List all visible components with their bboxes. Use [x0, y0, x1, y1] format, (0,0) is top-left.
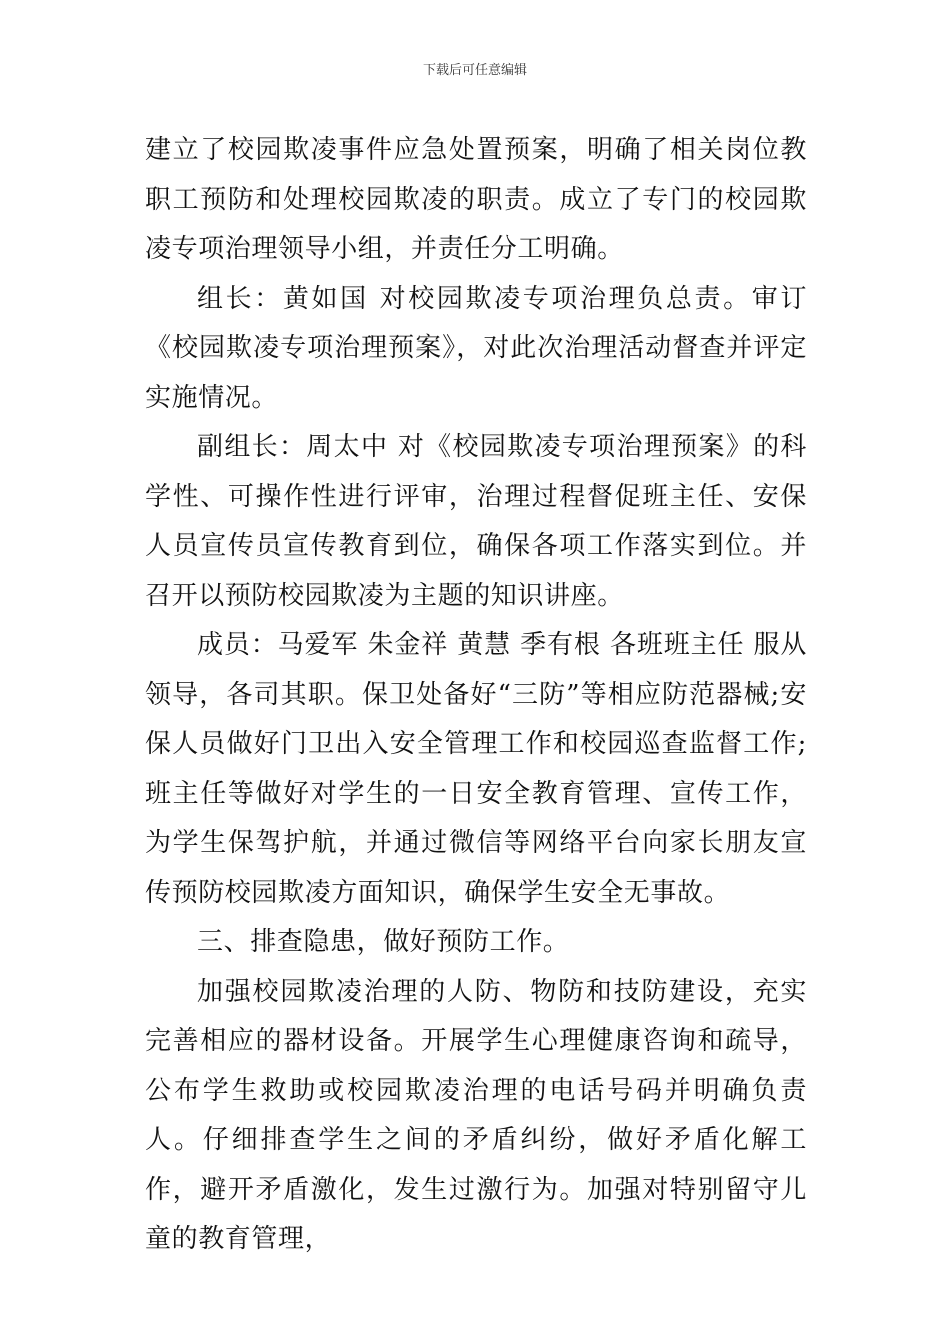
paragraph-deputy-leader: 副组长：周太中 对《校园欺凌专项治理预案》的科学性、可操作性进行评审，治理过程督促班主任、安保人员宣传员宣传教育到位，确保各项工作落实到位。并召开以预防校园欺凌为主题的知识讲座。	[145, 432, 807, 611]
paragraph-prevention-measures: 加强校园欺凌治理的人防、物防和技防建设，充实完善相应的器材设备。开展学生心理健康咨询和疏导，公布学生救助或校园欺凌治理的电话号码并明确负责人。仔细排查学生之间的矛盾纠纷，做好矛盾化解工作，避开矛盾激化，发生过激行为。加强对特别留守儿童的教育管理，	[145, 976, 807, 1254]
paragraph-emergency-plan: 建立了校园欺凌事件应急处置预案，明确了相关岗位教职工预防和处理校园欺凌的职责。成立了专门的校园欺凌专项治理领导小组，并责任分工明确。	[145, 135, 807, 264]
document-body	[145, 126, 807, 1265]
page-header-note: 下载后可任意编辑	[422, 63, 527, 78]
paragraph-members: 成员：马爱军 朱金祥 黄慧 季有根 各班班主任 服从领导，各司其职。保卫处备好“三防”等相应防范器械;安保人员做好门卫出入安全管理工作和校园巡查监督工作;班主任等做好对学生的一日安全教育管理、宣传工作，为学生保驾护航，并通过微信等网络平台向家长朋友宣传预防校园欺凌方面知识，确保学生安全无事故。	[145, 630, 807, 908]
section-heading-hazard-check: 三、排查隐患，做好预防工作。	[197, 927, 570, 957]
paragraph-team-leader: 组长：黄如国 对校园欺凌专项治理负总责。审订《校园欺凌专项治理预案》，对此次治理活动督查并评定实施情况。	[145, 283, 807, 413]
